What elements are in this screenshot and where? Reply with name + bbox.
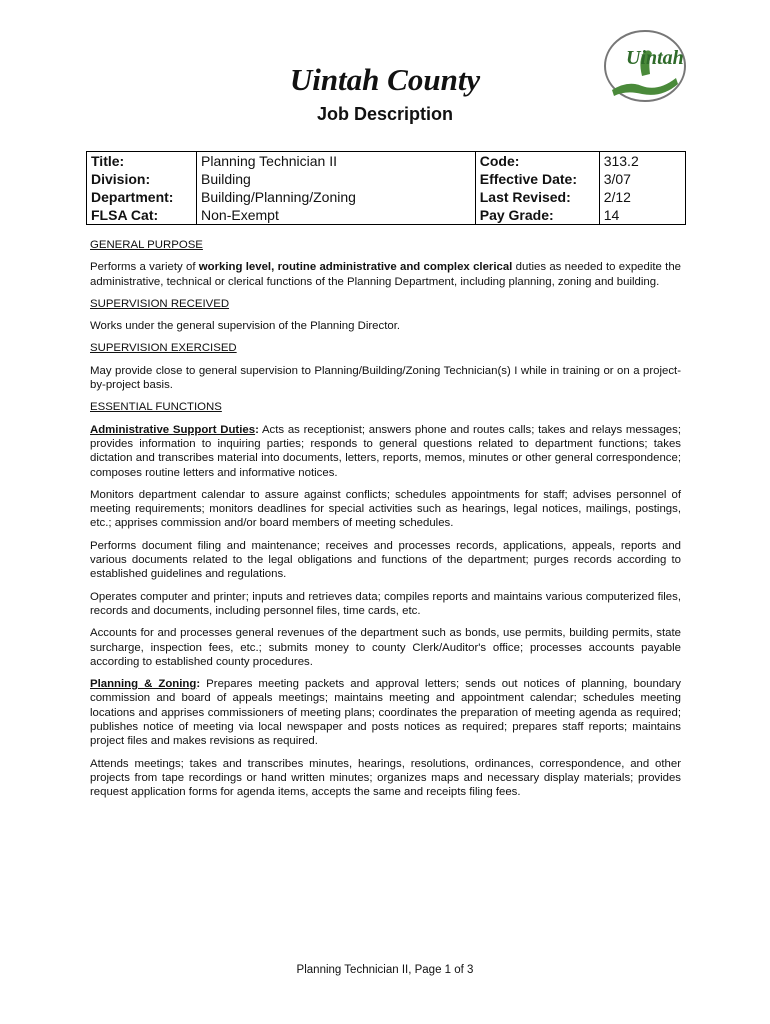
supervision-exercised-text: May provide close to general supervision to Planning/Building/Zoning Technician(s) I while in training or on a project-by-project basis.	[90, 364, 681, 392]
info-value: Non-Exempt	[197, 206, 476, 225]
info-label: Department:	[87, 188, 197, 206]
supervision-exercised-heading: SUPERVISION EXERCISED	[90, 342, 237, 355]
meetings-paragraph: Attends meetings; takes and transcribes minutes, hearings, resolutions, ordinances, correspondence, and other projects from tape recordings or hand written minutes; organizes maps and necessary display materials; provides request application forms for agenda items, accepts the same and receipts filing fees.	[90, 757, 681, 799]
info-value: 3/07	[599, 170, 685, 188]
revenue-paragraph: Accounts for and processes general revenues of the department such as bonds, use permits, building permits, state surcharge, inspection fees, etc.; submits money to county Clerk/Auditor's office; processes accounts payable according to established county procedures.	[90, 627, 681, 668]
info-label: Code:	[475, 152, 599, 171]
computer-paragraph: Operates computer and printer; inputs and retrieves data; compiles reports and maintains various computerized files, records and documents, including personnel files, time cards, etc.	[90, 590, 681, 617]
info-value: Building/Planning/Zoning	[197, 188, 476, 206]
info-label: Pay Grade:	[475, 206, 599, 225]
info-value: Building	[197, 170, 476, 188]
info-label: Last Revised:	[475, 188, 599, 206]
supervision-received-heading: SUPERVISION RECEIVED	[90, 297, 230, 310]
essential-functions-heading: ESSENTIAL FUNCTIONS	[90, 401, 222, 414]
general-purpose-text: Performs a variety of working level, routine administrative and complex clerical duties as needed to expedite the administrative, technical or clerical functions of the Planning Department, including planning, zoning and building.	[90, 261, 681, 288]
info-row	[87, 170, 686, 188]
calendar-paragraph: Monitors department calendar to assure against conflicts; schedules appointments for staff; advises personnel of meeting requirements; monitors deadlines for special activities such as hearings, legal notices, mailings, postings, etc.; apprises commission and/or board members of meeting schedules.	[90, 488, 681, 530]
info-value: Planning Technician II	[197, 152, 476, 171]
general-purpose-heading: GENERAL PURPOSE	[90, 239, 203, 251]
admin-support-paragraph: Administrative Support Duties: Acts as receptionist; answers phone and routes calls; takes and relays messages; provides information to inquiring parties; responds to general questions related to department functions; takes dictation and transcribes material into documents, letters, reports, memos, minutes or other general correspondence; composes routine letters and informative notices.	[90, 423, 682, 479]
info-row	[87, 206, 686, 225]
document-type: Job Description	[316, 104, 454, 124]
info-value: 313.2	[599, 152, 685, 171]
info-label: Effective Date:	[475, 170, 599, 188]
info-label: Division:	[87, 170, 197, 188]
job-info-table	[86, 151, 686, 225]
filing-paragraph: Performs document filing and maintenance; receives and processes records, applications, appeals, reports and various documents related to the legal obligations and functions of the department; purges records according to established guidelines and regulations.	[90, 539, 681, 581]
document-body	[90, 238, 681, 808]
info-row	[87, 188, 686, 206]
info-row	[87, 152, 686, 171]
supervision-received-text: Works under the general supervision of the Planning Director.	[90, 320, 401, 333]
page-footer: Planning Technician II, Page 1 of 3	[296, 964, 474, 976]
info-label: FLSA Cat:	[87, 206, 197, 225]
info-value: 14	[599, 206, 685, 225]
county-title: Uintah County	[289, 62, 481, 97]
planning-zoning-paragraph: Planning & Zoning: Prepares meeting packets and approval letters; sends out notices of planning, boundary commission and board of appeals meetings; maintains meeting and appointment calendar; schedules meeting locations and apprises commissioners of meeting plans; coordinates the preparation of meeting agenda as required; publishes notice of meeting via local newspaper and posts notices as required; prepares staff reports; maintains project files and makes revisions as required.	[90, 678, 681, 748]
info-value: 2/12	[599, 188, 685, 206]
info-label: Title:	[87, 152, 197, 171]
logo-text: Uintah	[626, 47, 684, 69]
